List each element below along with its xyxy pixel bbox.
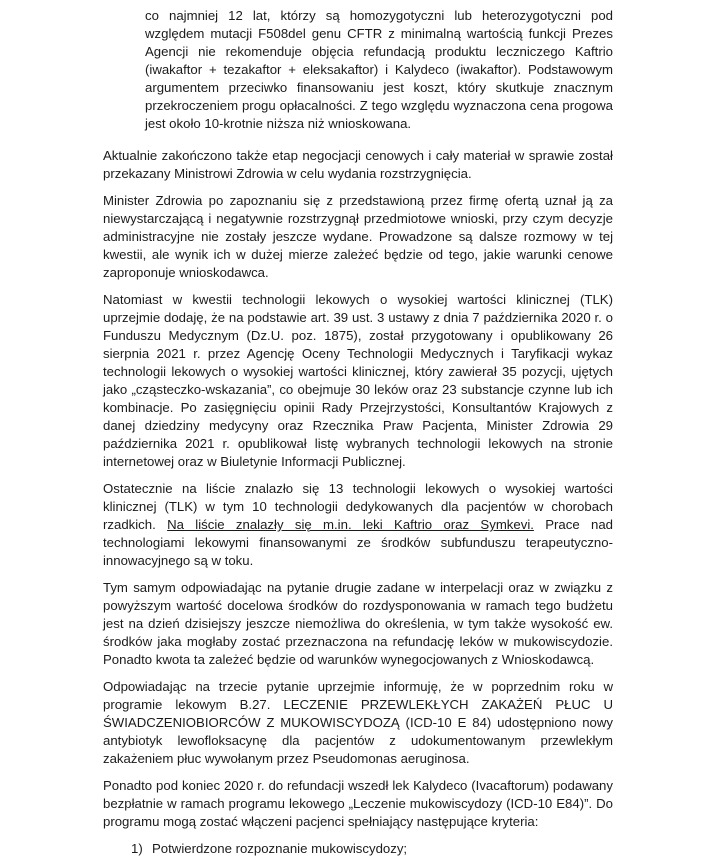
list-item-marker: 1) [131,841,143,856]
paragraph-budget: Tym samym odpowiadając na pytanie drugie zadane w interpelacji oraz w związku z powyższym wartość docelowa środków do rozdysponowania w ramach tego budżetu jest na dzień dzisiejszy jeszcze niemożliwa do określenia, w tym także wysokość ew. środków jaka mogłaby zostać przeznaczona na refundację leków w mukowiscydozie. Ponadto kwota ta zależeć będzie od warunków wynegocjowanych z Wnioskodawcą. [103,580,613,667]
list-item [103,840,613,858]
list-item-text: Potwierdzone rozpoznanie mukowiscydozy; [152,841,408,856]
tlk-list-text-before: Ostatecznie na liście znalazło się 13 technologii lekowych o wysokiej wartości klinicznej (TLK) w tym 10 technologii dedykowanych dla pacjentów w chorobach rzadkich. [103,481,613,532]
paragraph-third-question: Odpowiadając na trzecie pytanie uprzejmie informuję, że w poprzednim roku w programie lekowym B.27. LECZENIE PRZEWLEKŁYCH ZAKAŻEŃ PŁUC U ŚWIADCZENIOBIORCÓW Z MUKOWISCYDOZĄ (ICD-10 E 84) udostępniono nowy antybiotyk lewofloksacynę dla pacjentów z udokumentowanym przewlekłym zakażeniem płuc wywołanym przez Pseudomonas aeruginosa. [103,679,613,766]
document-content [103,7,613,858]
paragraph-minister-decision: Minister Zdrowia po zapoznaniu się z przedstawioną przez firmę ofertą uznał ją za niewystarczającą i negatywnie rozstrzygnął przedmiotowe wnioski, przy czym decyzje administracyjne nie zostały jeszcze wydane. Prowadzone są dalsze rozmowy w tej kwestii, ale wynik ich w dużej mierze zależeć będzie od tego, jakie warunki cenowe zaproponuje wnioskodawca. [103,193,613,280]
paragraph-continuation: co najmniej 12 lat, którzy są homozygotyczni lub heterozygotyczni pod względem mutacji F508del genu CFTR z minimalną wartością funkcji Prezes Agencji nie rekomenduje objęcia refundacją produktu leczniczego Kaftrio (iwakaftor + tezakaftor + eleksakaftor) i Kalydeco (iwakaftor). Podstawowym argumentem przeciwko finansowaniu jest koszt, który skutkuje znacznym przekroczeniem progu opłacalności. Z tego względu wyznaczona cena progowa jest około 10-krotnie niższa niż wnioskowana. [145,8,613,131]
paragraph-tlk-list [103,480,613,570]
criteria-list [103,840,613,858]
paragraph-tlk-law: Natomiast w kwestii technologii lekowych o wysokiej wartości klinicznej (TLK) uprzejmie dodaję, że na podstawie art. 39 ust. 3 ustawy z dnia 7 października 2020 r. o Funduszu Medycznym (Dz.U. poz. 1875), został przygotowany i opublikowany 26 sierpnia 2021 r. przez Agencję Oceny Technologii Medycznych i Taryfikacji wykaz technologii lekowych o wysokiej wartości klinicznej, który zawierał 35 pozycji, ujętych jako „cząsteczko-wskazania”, co obejmuje 30 leków oraz 23 substancje czynne lub ich kombinacje. Po zasięgnięciu opinii Rady Przejrzystości, Konsultantów Krajowych z danej dziedziny medycyny oraz Rzecznika Praw Pacjenta, Minister Zdrowia 29 października 2021 r. opublikował listę wybranych technologii lekowych na stronie internetowej oraz w Biuletynie Informacji Publicznej. [103,292,613,469]
paragraph-negotiations: Aktualnie zakończono także etap negocjacji cenowych i cały materiał w sprawie został przekazany Ministrowi Zdrowia w celu wydania rozstrzygnięcia. [103,148,613,181]
tlk-list-underlined-sentence: Na liście znalazły się m.in. leki Kaftrio oraz Symkevi. [167,517,534,532]
paragraph-kalydeco: Ponadto pod koniec 2020 r. do refundacji wszedł lek Kalydeco (Ivacaftorum) podawany bezpłatnie w ramach programu lekowego „Leczenie mukowiscydozy (ICD-10 E84)”. Do programu mogą zostać włączeni pacjenci spełniający następujące kryteria: [103,778,613,829]
tlk-list-text-after: Prace nad technologiami lekowymi finansowanymi ze środków subfunduszu terapeutyczno-innowacyjnego są w toku. [103,517,614,568]
